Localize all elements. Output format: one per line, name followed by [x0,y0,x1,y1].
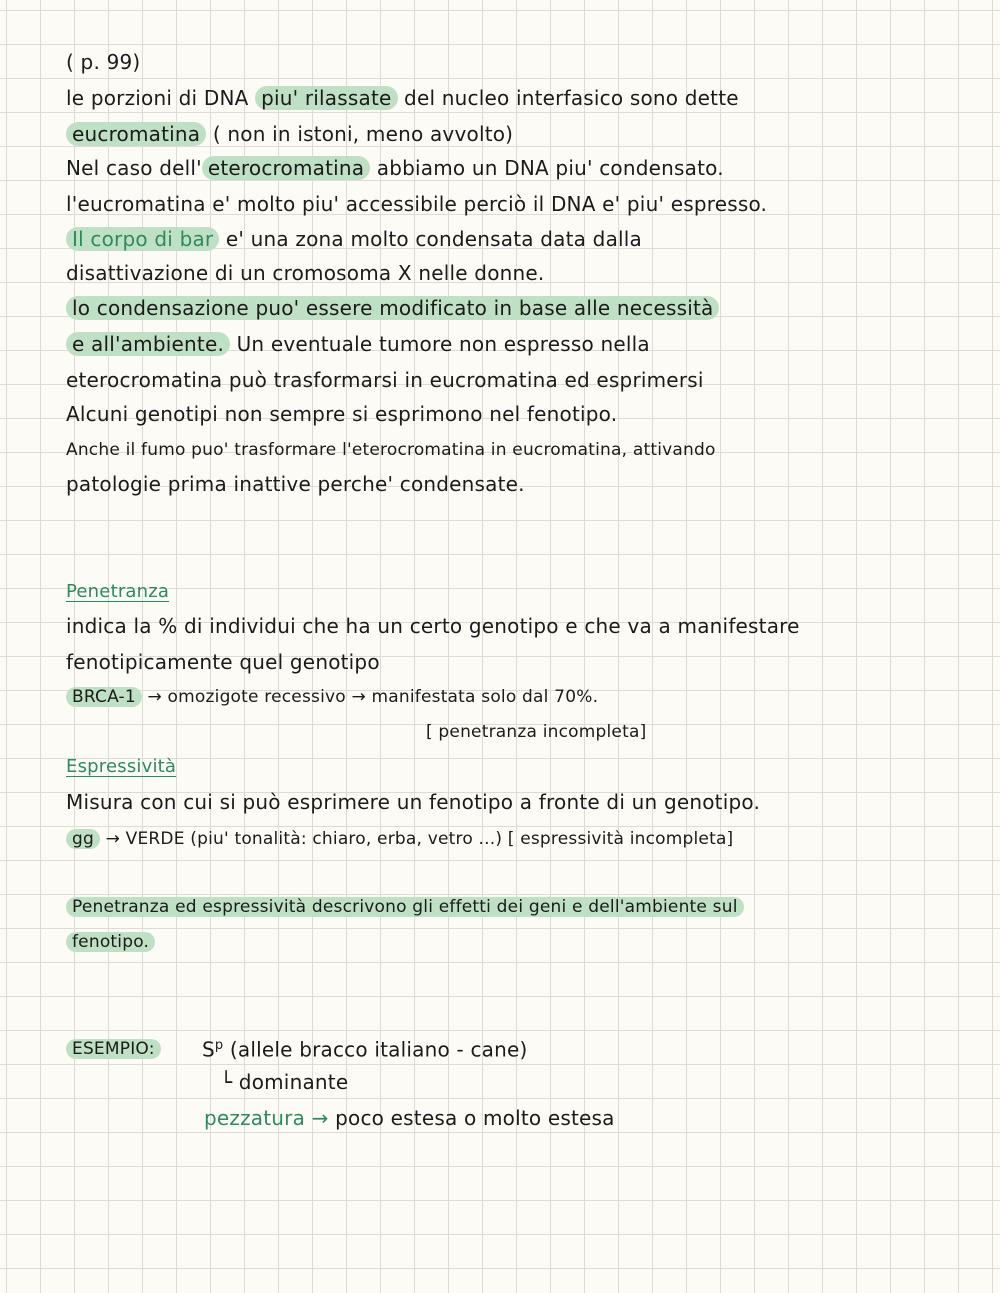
note-line: Nel caso dell' eterocromatina abbiamo un DNA piu' condensato. [66,156,724,180]
note-line: Misura con cui si può esprimere un fenotipo a fronte di un genotipo. [66,790,761,814]
note-line: le porzioni di DNA piu' rilassate del nucleo interfasico sono dette [66,86,739,110]
highlight: piu' rilassate [255,86,397,110]
summary-line [66,928,155,956]
penetranza-note: [ penetranza incompleta] [426,722,647,742]
highlight: Penetranza ed espressività descrivono gli effetti dei geni e dell'ambiente sul [66,897,744,917]
note-line: patologie prima inattive perche' condensate. [66,472,525,496]
note-line: l'eucromatina e' molto piu' accessibile perciò il DNA e' piu' espresso. [66,192,768,216]
note-line: indica la % di individui che ha un certo genotipo e che va a manifestare [66,614,800,638]
note-line: gg → VERDE (piu' tonalità: chiaro, erba, vetro ...) [ espressività incompleta] [66,825,733,853]
espressivita-heading: Espressività [66,756,177,777]
highlight: lo condensazione puo' essere modificato in base alle necessità [66,296,719,320]
note-line: disattivazione di un cromosoma X nelle donne. [66,261,545,285]
highlight: eterocromatina [202,156,370,180]
penetranza-heading: Penetranza [66,581,170,602]
note-line: eterocromatina può trasformarsi in eucromatina ed esprimersi [66,368,704,392]
note-line: Il corpo di bar e' una zona molto condensata data dalla [66,225,642,253]
page-reference: ( p. 99) [66,50,141,74]
highlight: e all'ambiente. [66,332,230,356]
highlight: eucromatina [66,122,206,146]
summary-line [66,893,744,921]
highlight: BRCA-1 [66,687,142,707]
note-line: Anche il fumo puo' trasformare l'eterocromatina in eucromatina, attivando [66,440,716,460]
highlight: Il corpo di bar [66,227,219,251]
highlight: gg [66,829,100,849]
highlight: ESEMPIO: [66,1039,161,1059]
highlight: fenotipo. [66,932,155,952]
pezzatura-line: pezzatura → poco estesa o molto estesa [204,1106,615,1130]
note-line: fenotipicamente quel genotipo [66,650,380,674]
note-line: Alcuni genotipi non sempre si esprimono nel fenotipo. [66,402,618,426]
esempio-label [66,1035,161,1063]
note-line: BRCA-1 → omozigote recessivo → manifestata solo dal 70%. [66,683,598,711]
allele-line: $S^p$ (allele bracco italiano - cane) [202,1037,528,1062]
dominant-line: └ dominante [220,1070,349,1094]
note-line [66,294,719,322]
note-line: e all'ambiente. Un eventuale tumore non espresso nella [66,330,650,358]
note-line: eucromatina ( non in istoni, meno avvolto) [66,120,513,148]
